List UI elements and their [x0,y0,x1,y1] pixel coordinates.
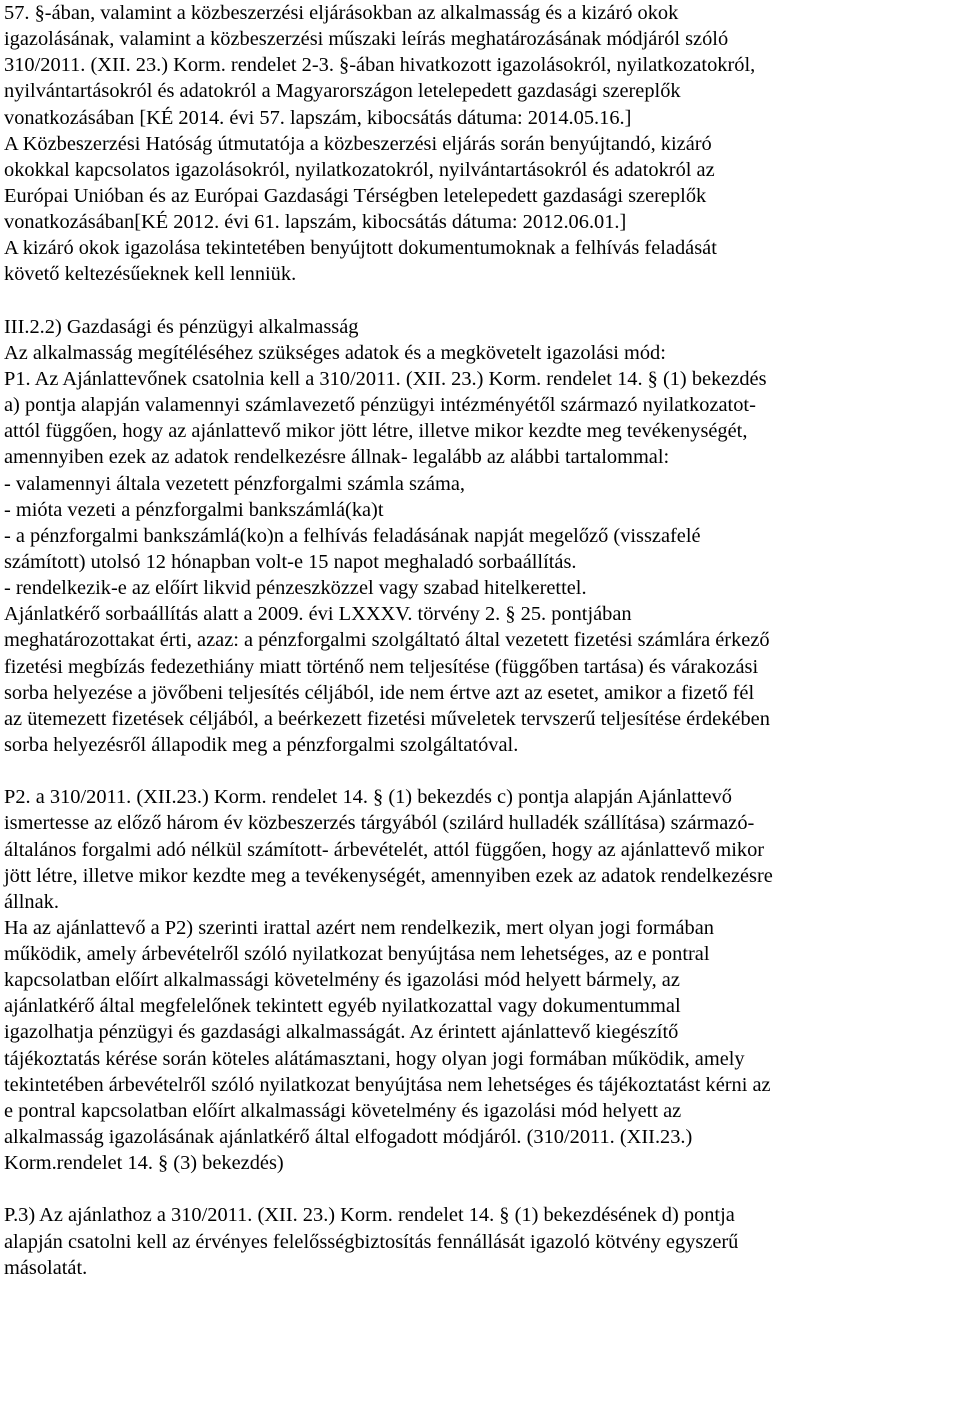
text-line: jött létre, illetve mikor kezdte meg a tevékenységét, amennyiben ezek az adatok rendelkezésre [4,864,773,887]
text-line: ismertesse az előző három év közbeszerzés tárgyából (szilárd hulladék szállítása) származó- [4,812,755,835]
text-line: Ajánlatkérő sorbaállítás alatt a 2009. évi LXXXV. törvény 2. § 25. pontjában [4,603,632,626]
text-line: A kizáró okok igazolása tekintetében benyújtott dokumentumoknak a felhívás feladását [4,237,717,260]
text-line: követő keltezésűeknek kell lenniük. [4,263,297,286]
text-line: fizetési megbízás fedezethiány miatt történő nem teljesítése (függőben tartása) és várakozási [4,655,759,678]
text-line: az ütemezett fizetések céljából, a beérkezett fizetési műveletek tervszerű teljesítése érdekében [4,707,770,730]
text-line: működik, amely árbevételről szóló nyilatkozat benyújtása nem lehetséges, az e pontral [4,943,710,966]
list-item: - rendelkezik-e az előírt likvid pénzeszközzel vagy szabad hitelkerettel. [4,577,587,600]
text-line: sorba helyezése a jövőbeni teljesítés céljából, ide nem értve azt az esetet, amikor a fizető fél [4,681,755,704]
text-line: a) pontja alapján valamennyi számlavezető pénzügyi intézményétől származó nyilatkozatot- [4,394,756,417]
text-line: amennyiben ezek az adatok rendelkezésre állnak- legalább az alábbi tartalommal: [4,446,670,469]
text-line: alkalmasság igazolásának ajánlatkérő által elfogadott módjáról. (310/2011. (XII.23.) [4,1126,693,1149]
text-line: P1. Az Ajánlattevőnek csatolnia kell a 310/2011. (XII. 23.) Korm. rendelet 14. § (1) bekezdés [4,367,767,390]
text-line: A Közbeszerzési Hatóság útmutatója a közbeszerzési eljárás során benyújtandó, kizáró [4,132,712,155]
list-item: - a pénzforgalmi bankszámlá(ko)n a felhívás feladásának napját megelőző (visszafelé [4,524,701,547]
text-line: Az alkalmasság megítéléséhez szükséges adatok és a megkövetelt igazolási mód: [4,341,666,364]
text-line: 57. §-ában, valamint a közbeszerzési eljárásokban az alkalmasság és a kizáró okok [4,2,679,24]
text-line: igazolhatja pénzügyi és gazdasági alkalmasságát. Az érintett ajánlattevő kiegészítő [4,1021,679,1044]
blank-line [4,758,958,784]
text-line: sorba helyezésről állapodik meg a pénzforgalmi szolgáltatóval. [4,733,519,756]
blank-line [4,288,958,314]
text-line: P2. a 310/2011. (XII.23.) Korm. rendelet 14. § (1) bekezdés c) pontja alapján Ajánlattevő [4,786,732,809]
list-item: - mióta vezeti a pénzforgalmi bankszámlá(ka)t [4,498,384,521]
section-heading: III.2.2) Gazdasági és pénzügyi alkalmasság [4,315,359,338]
list-item: - valamennyi általa vezetett pénzforgalmi számla száma, [4,472,466,495]
text-line: tekintetében árbevételről szóló nyilatkozat benyújtása nem lehetséges és tájékoztatást kérni az [4,1073,771,1096]
text-line: másolatát. [4,1256,88,1279]
text-line: meghatározottakat érti, azaz: a pénzforgalmi szolgáltató által vezetett fizetési számlára érkező [4,629,770,652]
blank-line [4,1176,958,1202]
text-line: Korm.rendelet 14. § (3) bekezdés) [4,1152,284,1175]
text-line: nyilvántartásokról és adatokról a Magyarországon letelepedett gazdasági szereplők [4,80,681,103]
text-line: okokkal kapcsolatos igazolásokról, nyilatkozatokról, nyilvántartásokról és adatokról az [4,158,715,181]
text-line: Európai Unióban és az Európai Gazdasági Térségben letelepedett gazdasági szereplők [4,184,707,207]
text-line: állnak. [4,890,59,913]
text-line: igazolásának, valamint a közbeszerzési műszaki leírás meghatározásának módjáról szóló [4,28,729,51]
text-line: attól függően, hogy az ajánlattevő mikor jött létre, illetve mikor kezdte meg tevékenységét, [4,420,748,443]
text-line: kapcsolatban előírt alkalmassági követelmény és igazolási mód helyett bármely, az [4,969,680,992]
text-line: vonatkozásában [KÉ 2014. évi 57. lapszám, kibocsátás dátuma: 2014.05.16.] [4,106,632,129]
text-line: ajánlatkérő által megfelelőnek tekintett egyéb nyilatkozattal vagy dokumentummal [4,995,681,1018]
text-line: Ha az ajánlattevő a P2) szerinti irattal azért nem rendelkezik, mert olyan jogi formában [4,916,714,939]
text-line: számított) utolsó 12 hónapban volt-e 15 napot meghaladó sorbaállítás. [4,550,577,573]
document-page [4,0,958,1281]
text-line: általános forgalmi adó nélkül számított- árbevételét, attól függően, hogy az ajánlattevő mikor [4,838,765,861]
text-line: tájékoztatás kérése során köteles alátámasztani, hogy olyan jogi formában működik, amely [4,1047,745,1070]
text-line: P.3) Az ajánlathoz a 310/2011. (XII. 23.) Korm. rendelet 14. § (1) bekezdésének d) pontja [4,1204,735,1227]
text-line: alapján csatolni kell az érvényes felelősségbiztosítás fennállását igazoló kötvény egyszerű [4,1230,739,1253]
text-line: vonatkozásában[KÉ 2012. évi 61. lapszám, kibocsátás dátuma: 2012.06.01.] [4,211,627,234]
text-line: 310/2011. (XII. 23.) Korm. rendelet 2-3. §-ában hivatkozott igazolásokról, nyilatkozatokról, [4,54,756,77]
text-line: e pontral kapcsolatban előírt alkalmassági követelmény és igazolási mód helyett az [4,1099,682,1122]
